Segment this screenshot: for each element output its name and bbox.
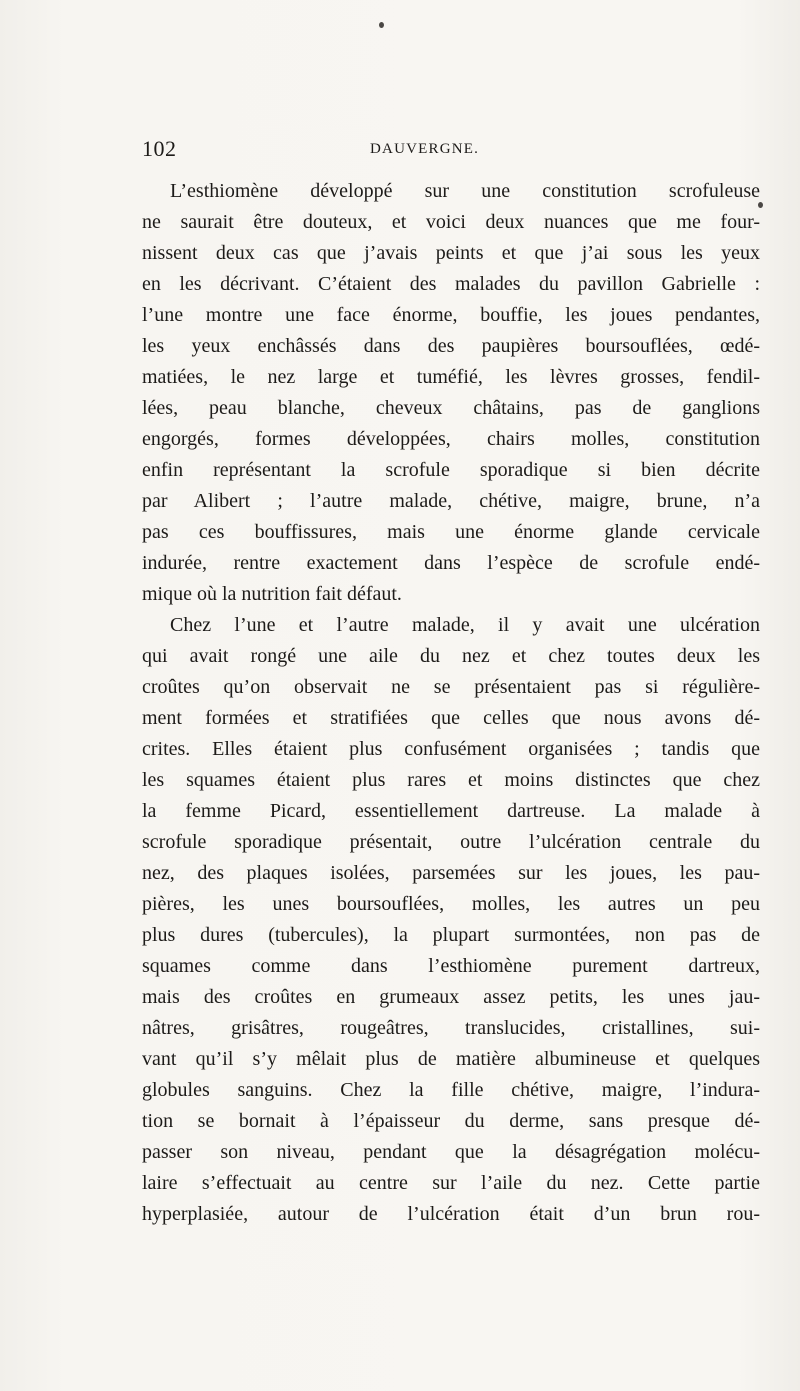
text-line: pières, les unes boursouflées, molles, les autres un peu bbox=[142, 893, 760, 915]
text-line: laire s’effectuait au centre sur l’aile du nez. Cette partie bbox=[142, 1172, 760, 1194]
text-line: lées, peau blanche, cheveux châtains, pas de ganglions bbox=[142, 397, 760, 419]
print-speck bbox=[379, 22, 384, 28]
text-line: crites. Elles étaient plus confusément organisées ; tandis que bbox=[142, 738, 760, 760]
text-line: Chez l’une et l’autre malade, il y avait une ulcération bbox=[170, 614, 760, 636]
text-line: mais des croûtes en grumeaux assez petits, les unes jau- bbox=[142, 986, 760, 1008]
text-line: les squames étaient plus rares et moins distinctes que chez bbox=[142, 769, 760, 791]
text-line: pas ces bouffissures, mais une énorme glande cervicale bbox=[142, 521, 760, 543]
text-line: vant qu’il s’y mêlait plus de matière albumineuse et quelques bbox=[142, 1048, 760, 1070]
text-line: nâtres, grisâtres, rougeâtres, translucides, cristallines, sui- bbox=[142, 1017, 760, 1039]
text-line: passer son niveau, pendant que la désagrégation molécu- bbox=[142, 1141, 760, 1163]
text-line: nissent deux cas que j’avais peints et que j’ai sous les yeux bbox=[142, 242, 760, 264]
text-line: enfin représentant la scrofule sporadique si bien décrite bbox=[142, 459, 760, 481]
text-line: croûtes qu’on observait ne se présentaient pas si régulière- bbox=[142, 676, 760, 698]
text-line: tion se bornait à l’épaisseur du derme, sans presque dé- bbox=[142, 1110, 760, 1132]
text-line: par Alibert ; l’autre malade, chétive, maigre, brune, n’a bbox=[142, 490, 760, 512]
text-line: en les décrivant. C’étaient des malades du pavillon Gabrielle : bbox=[142, 273, 760, 295]
text-line: squames comme dans l’esthiomène purement dartreux, bbox=[142, 955, 760, 977]
text-line: l’une montre une face énorme, bouffie, les joues pendantes, bbox=[142, 304, 760, 326]
page-number: 102 bbox=[142, 136, 177, 161]
text-line: la femme Picard, essentiellement dartreuse. La malade à bbox=[142, 800, 760, 822]
text-line: matiées, le nez large et tuméfié, les lèvres grosses, fendil- bbox=[142, 366, 760, 388]
text-line: nez, des plaques isolées, parsemées sur les joues, les pau- bbox=[142, 862, 760, 884]
text-line: les yeux enchâssés dans des paupières boursouflées, œdé- bbox=[142, 335, 760, 357]
text-line: L’esthiomène développé sur une constitution scrofuleuse bbox=[170, 180, 760, 202]
text-line: qui avait rongé une aile du nez et chez toutes deux les bbox=[142, 645, 760, 667]
text-line: engorgés, formes développées, chairs molles, constitution bbox=[142, 428, 760, 450]
page-header bbox=[142, 136, 760, 170]
text-line: plus dures (tubercules), la plupart surmontées, non pas de bbox=[142, 924, 760, 946]
text-line: mique où la nutrition fait défaut. bbox=[142, 583, 402, 605]
text-line: globules sanguins. Chez la fille chétive, maigre, l’indura- bbox=[142, 1079, 760, 1101]
text-line: scrofule sporadique présentait, outre l’ulcération centrale du bbox=[142, 831, 760, 853]
text-line: indurée, rentre exactement dans l’espèce de scrofule endé- bbox=[142, 552, 760, 574]
text-line: ne saurait être douteux, et voici deux nuances que me four- bbox=[142, 211, 760, 233]
text-line: ment formées et stratifiées que celles que nous avons dé- bbox=[142, 707, 760, 729]
text-line: hyperplasiée, autour de l’ulcération était d’un brun rou- bbox=[142, 1203, 760, 1225]
body-text bbox=[142, 176, 760, 1230]
running-head: DAUVERGNE. bbox=[370, 141, 480, 157]
